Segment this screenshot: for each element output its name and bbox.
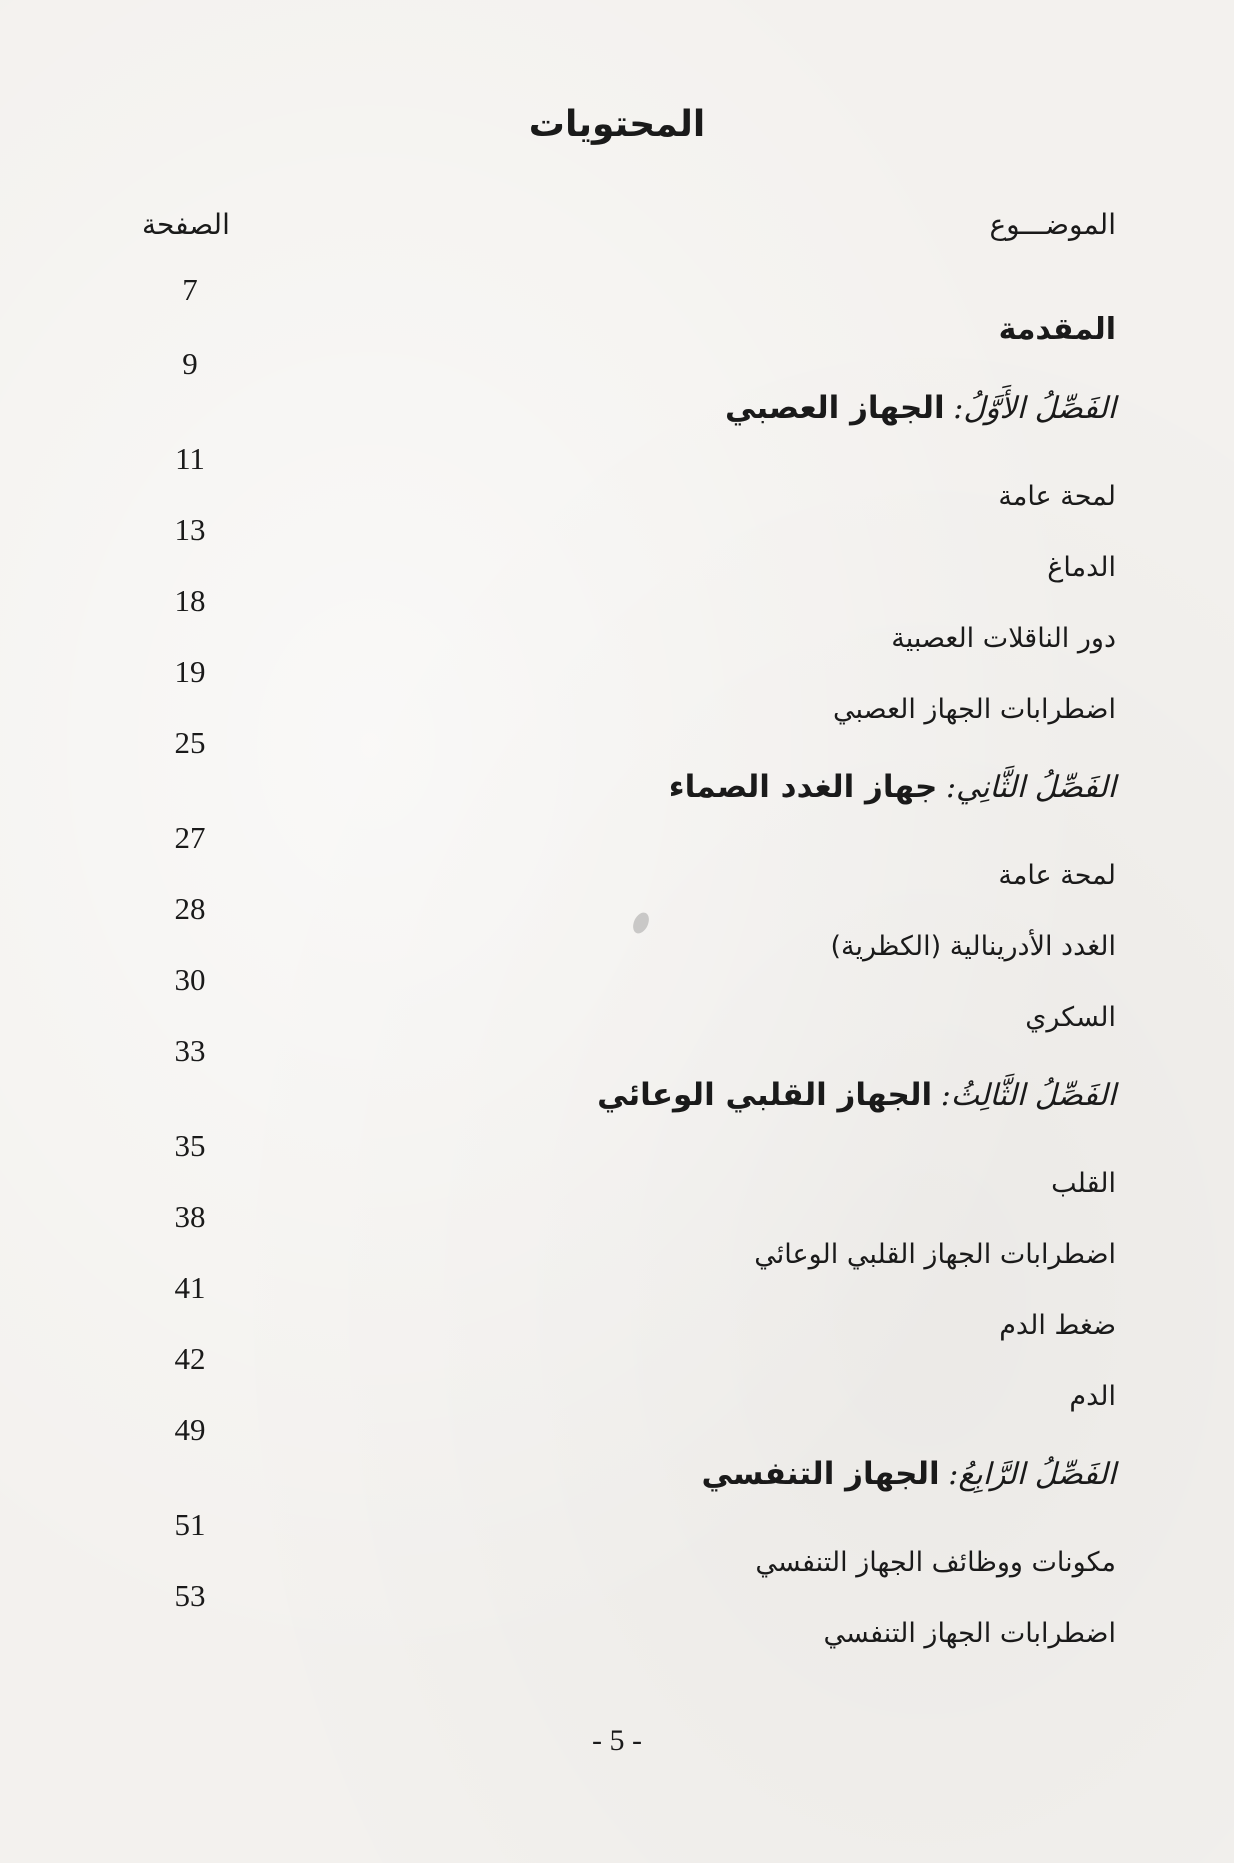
toc-page-number: 53 (174, 1578, 206, 1613)
toc-entry (0, 1578, 1234, 1649)
toc-page-number: 28 (174, 891, 206, 926)
toc-entry (0, 820, 1234, 891)
chapter-title: الجهاز القلبي الوعائي (597, 1077, 933, 1113)
toc-page-number: 7 (182, 272, 198, 307)
toc-topic: الدم (1069, 1381, 1116, 1412)
toc-chapter-entry (0, 346, 1234, 426)
toc-page-number: 41 (174, 1270, 206, 1305)
toc-topic: المقدمة (998, 312, 1116, 347)
toc-topic: لمحة عامة (998, 860, 1116, 891)
chapter-label: الفَصِّلُ الرَّابِعُ: (948, 1457, 1116, 1492)
toc-entry (0, 1199, 1234, 1270)
chapter-title: جهاز الغدد الصماء (668, 769, 938, 805)
topic-column-header: الموضـــوع (989, 208, 1116, 241)
toc-topic: السكري (1025, 1002, 1116, 1033)
toc-topic: ضغط الدم (999, 1310, 1116, 1341)
toc-entry (0, 962, 1234, 1033)
toc-chapter-entry (0, 1412, 1234, 1492)
toc-entry (0, 512, 1234, 583)
toc-topic (597, 1077, 1116, 1113)
toc-topic: اضطرابات الجهاز القلبي الوعائي (754, 1239, 1116, 1270)
toc-page-number: 49 (174, 1412, 206, 1447)
toc-topic: دور الناقلات العصبية (891, 623, 1116, 654)
toc-entry (0, 1128, 1234, 1199)
toc-chapter-entry (0, 725, 1234, 805)
toc-entry (0, 441, 1234, 512)
chapter-title: الجهاز العصبي (724, 390, 945, 426)
toc-page-number: 13 (174, 512, 206, 547)
toc-page-number: 9 (182, 346, 198, 381)
toc-entry (0, 1507, 1234, 1578)
toc-topic (725, 390, 1116, 426)
toc-entry (0, 583, 1234, 654)
toc-entry (0, 1270, 1234, 1341)
toc-topic: الدماغ (1047, 552, 1116, 583)
toc-page-number: 30 (174, 962, 206, 997)
toc-page-number: 35 (174, 1128, 206, 1163)
chapter-title: الجهاز التنفسي (701, 1456, 940, 1492)
toc-entry (0, 272, 1234, 347)
toc-chapter-entry (0, 1033, 1234, 1113)
toc-page-number: 51 (174, 1507, 206, 1542)
toc-topic (669, 769, 1116, 805)
toc-page-number: 38 (174, 1199, 206, 1234)
page-title: المحتويات (528, 104, 706, 145)
page-number-footer: - 5 - (592, 1724, 642, 1757)
toc-page-number: 27 (174, 820, 206, 855)
toc-page-number: 18 (174, 583, 206, 618)
chapter-label: الفَصِّلُ الأَوَّلُ: (953, 391, 1116, 426)
chapter-label: الفَصِّلُ الثَّانِي: (945, 770, 1116, 805)
toc-page-number: 42 (174, 1341, 206, 1376)
toc-page-number: 11 (175, 441, 205, 476)
toc-page-number: 19 (174, 654, 206, 689)
toc-topic: اضطرابات الجهاز العصبي (833, 694, 1116, 725)
toc-topic: القلب (1051, 1168, 1116, 1199)
chapter-label: الفَصِّلُ الثَّالِثُ: (940, 1078, 1116, 1113)
toc-page-number: 33 (174, 1033, 206, 1068)
toc-topic: اضطرابات الجهاز التنفسي (823, 1618, 1116, 1649)
toc-entry (0, 1341, 1234, 1412)
page-column-header: الصفحة (142, 208, 230, 241)
toc-topic: لمحة عامة (998, 481, 1116, 512)
toc-entry (0, 654, 1234, 725)
toc-page-number: 25 (174, 725, 206, 760)
toc-entry (0, 891, 1234, 962)
toc-topic (702, 1456, 1116, 1492)
toc-topic: الغدد الأدرينالية (الكظرية) (830, 931, 1116, 962)
toc-topic: مكونات ووظائف الجهاز التنفسي (755, 1547, 1116, 1578)
